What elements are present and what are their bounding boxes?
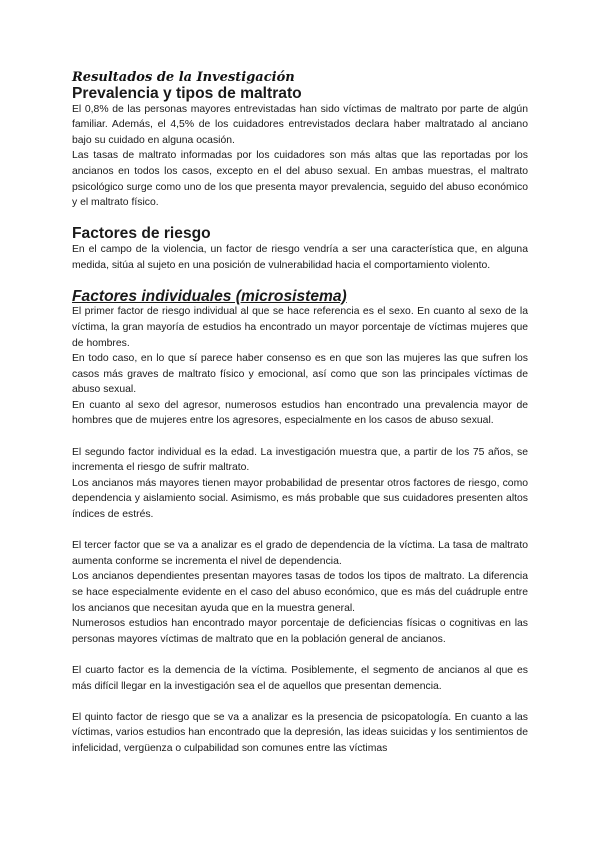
document-page (72, 70, 528, 757)
paragraph: El primer factor de riesgo individual al que se hace referencia es el sexo. En cuanto al sexo de la víctima, la gran mayoría de estudios ha encontrado un mayor porcentaje de víctimas mujeres que de hombres. (72, 306, 528, 349)
paragraph: En cuanto al sexo del agresor, numerosos estudios han encontrado una prevalencia mayor de hombres que de mujeres entre los agresores, especialmente en los casos de abuso sexual. (72, 399, 528, 427)
paragraph: Los ancianos más mayores tienen mayor probabilidad de presentar otros factores de riesgo, como dependencia y aislamiento social. Asimismo, es más probable que sus cuidadores presenten altos índices de estrés. (72, 477, 528, 521)
paragraph: El tercer factor que se va a analizar es el grado de dependencia de la víctima. La tasa de maltrato aumenta conforme se incrementa el nivel de dependencia. (72, 540, 528, 567)
paragraph: Numerosos estudios han encontrado mayor porcentaje de deficiencias físicas o cognitivas en las personas mayores víctimas de maltrato que en la población general de ancianos. (72, 618, 528, 645)
heading-prevalencia: Prevalencia y tipos de maltrato (72, 85, 302, 102)
paragraph: El segundo factor individual es la edad. La investigación muestra que, a partir de los 75 años, se incrementa el riesgo de sufrir maltrato. (72, 446, 528, 474)
heading-factores-riesgo: Factores de riesgo (72, 225, 211, 243)
paragraph: Los ancianos dependientes presentan mayores tasas de todos los tipos de maltrato. La diferencia se hace especialmente evidente en el caso del abuso económico, que es más del cuádruple entre los ancianos que necesitan ayuda que en la muestra general. (72, 571, 528, 614)
paragraph: El quinto factor de riesgo que se va a analizar es la presencia de psicopatología. En cuanto a las víctimas, varios estudios han encontrado que la depresión, las ideas suicidas y los sentimientos de infelicidad, vergüenza o culpabilidad son comunes entre las víctimas (72, 711, 528, 754)
paragraph: En todo caso, en lo que sí parece haber consenso es en que son las mujeres las que sufren los casos más graves de maltrato físico y emocional, así como que son las principales víctimas de abuso sexual. (72, 353, 528, 396)
paragraph: En el campo de la violencia, un factor de riesgo vendría a ser una característica que, en alguna medida, sitúa al sujeto en una posición de vulnerabilidad hacia el comportamiento violento. (72, 243, 528, 271)
paragraph: Las tasas de maltrato informadas por los cuidadores son más altas que las reportadas por los ancianos en todos los casos, excepto en el del abuso sexual. En ambas muestras, el maltrato psicológico surge como uno de los que presenta mayor prevalencia, seguido del abuso económico y el maltrato físico. (72, 150, 528, 209)
paragraph: El cuarto factor es la demencia de la víctima. Posiblemente, el segmento de ancianos al que es más difícil llegar en la investigación sea el de aquellos que presentan demencia. (72, 664, 528, 692)
page-title: Resultados de la Investigación (72, 70, 295, 85)
paragraph: El 0,8% de las personas mayores entrevistadas han sido víctimas de maltrato por parte de algún familiar. Además, el 4,5% de los cuidadores entrevistados declara haber maltratado al anciano bajo su cuidado en alguna ocasión. (72, 103, 528, 146)
heading-factores-individuales: Factores individuales (microsistema) (72, 287, 347, 305)
